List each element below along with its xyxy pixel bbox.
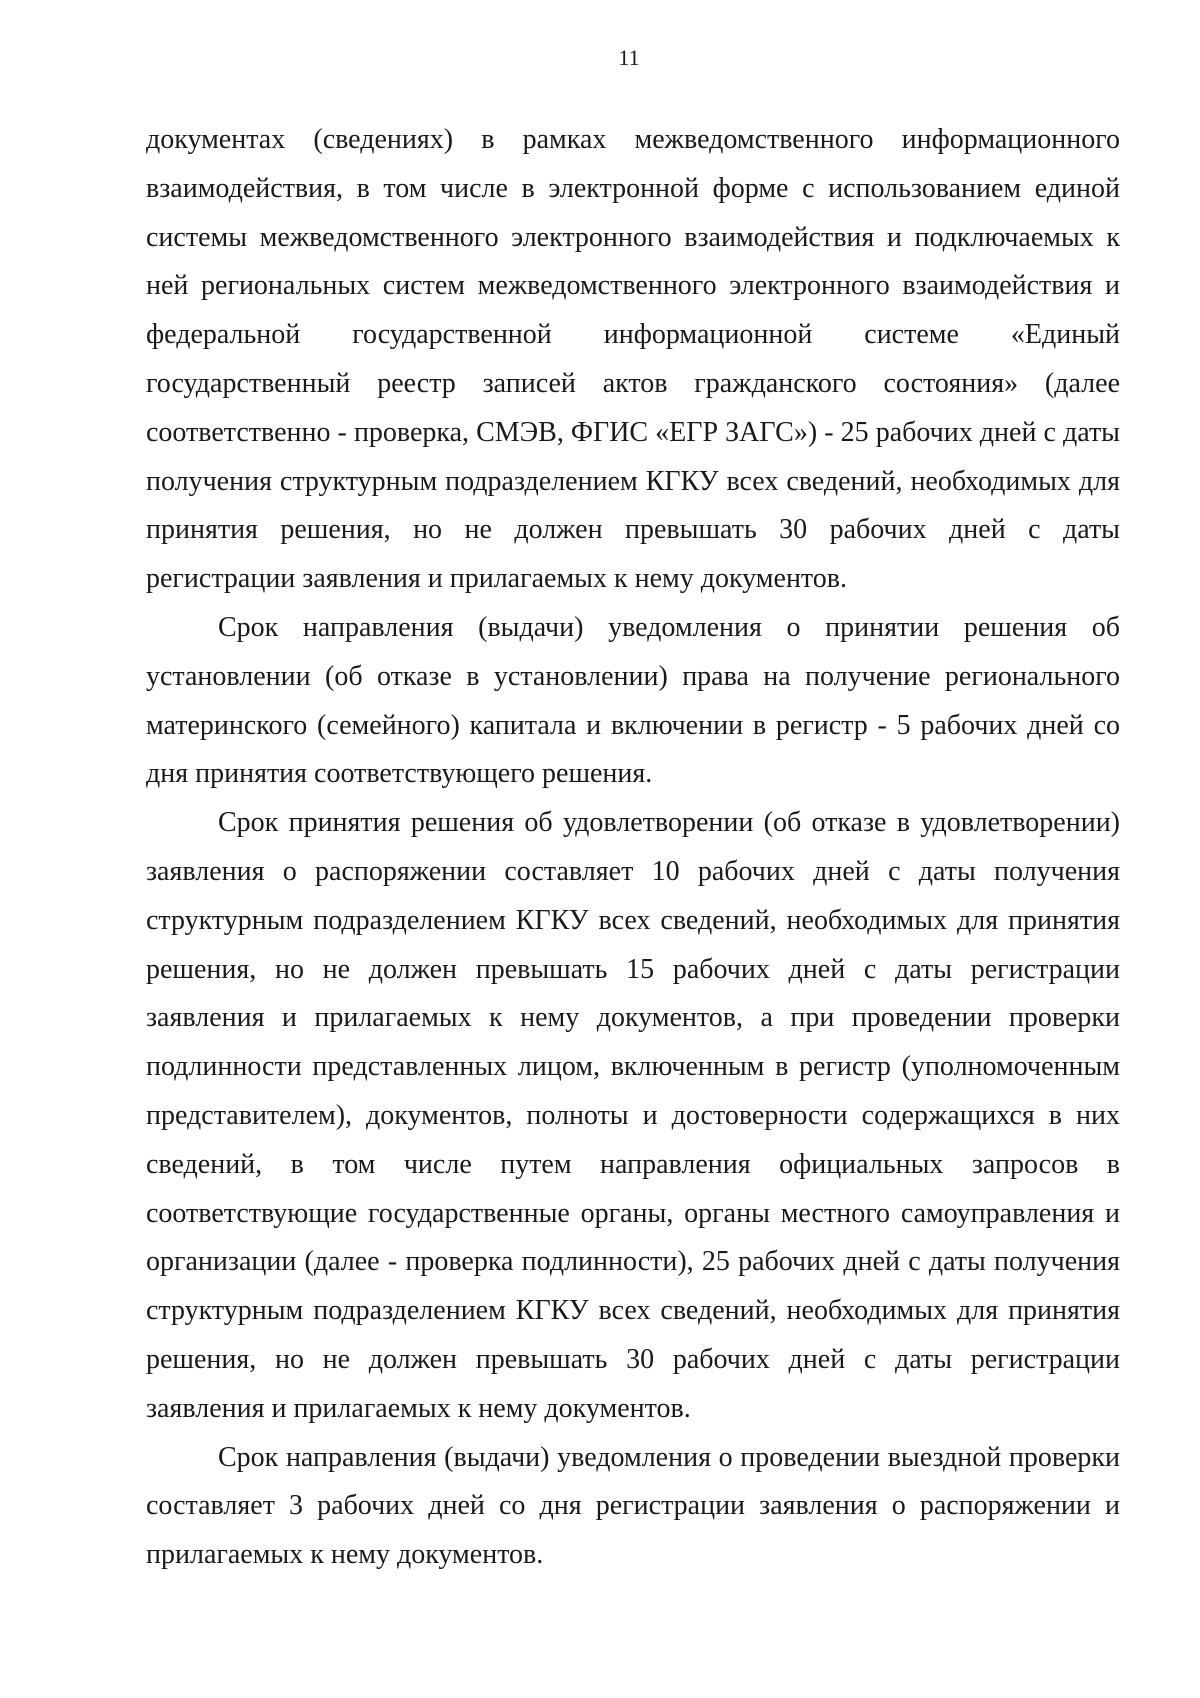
paragraph-continuation: документах (сведениях) в рамках межведомственного информационного взаимодействия, в том числе в электронной форме с использованием единой системы межведомственного электронного взаимодействия и подключаемых к ней региональных систем межведомственного электронного взаимодействия и федеральной государственной информационной системе «Единый государственный реестр записей актов гражданского состояния» (далее соответственно - проверка, СМЭВ, ФГИС «ЕГР ЗАГС») - 25 рабочих дней с даты получения структурным подразделением КГКУ всех сведений, необходимых для принятия решения, но не должен превышать 30 рабочих дней с даты регистрации заявления и прилагаемых к нему документов. [146,124,1120,595]
paragraph-disposal-decision-term: Срок принятия решения об удовлетворении (об отказе в удовлетворении) заявления о распоряжении составляет 10 рабочих дней с даты получения структурным подразделением КГКУ всех сведений, необходимых для принятия решения, но не должен превышать 15 рабочих дней с даты регистрации заявления и прилагаемых к нему документов, а при проведении проверки подлинности представленных лицом, включенным в регистр (уполномоченным представителем), документов, полноты и достоверности содержащихся в них сведений, в том числе путем направления официальных запросов в соответствующие государственные органы, органы местного самоуправления и организации (далее - проверка подлинности), 25 рабочих дней с даты получения структурным подразделением КГКУ всех сведений, необходимых для принятия решения, но не должен превышать 30 рабочих дней с даты регистрации заявления и прилагаемых к нему документов. [146,807,1120,1424]
paragraph-notification-term: Срок направления (выдачи) уведомления о принятии решения об установлении (об отказе в установлении) права на получение регионального материнского (семейного) капитала и включении в регистр - 5 рабочих дней со дня принятия соответствующего решения. [146,611,1120,790]
paragraph-field-inspection-term: Срок направления (выдачи) уведомления о проведении выездной проверки составляет 3 рабочих дней со дня регистрации заявления о распоряжении и прилагаемых к нему документов. [146,1441,1120,1571]
document-body [146,116,1120,1580]
page-number: 11 [618,45,640,70]
